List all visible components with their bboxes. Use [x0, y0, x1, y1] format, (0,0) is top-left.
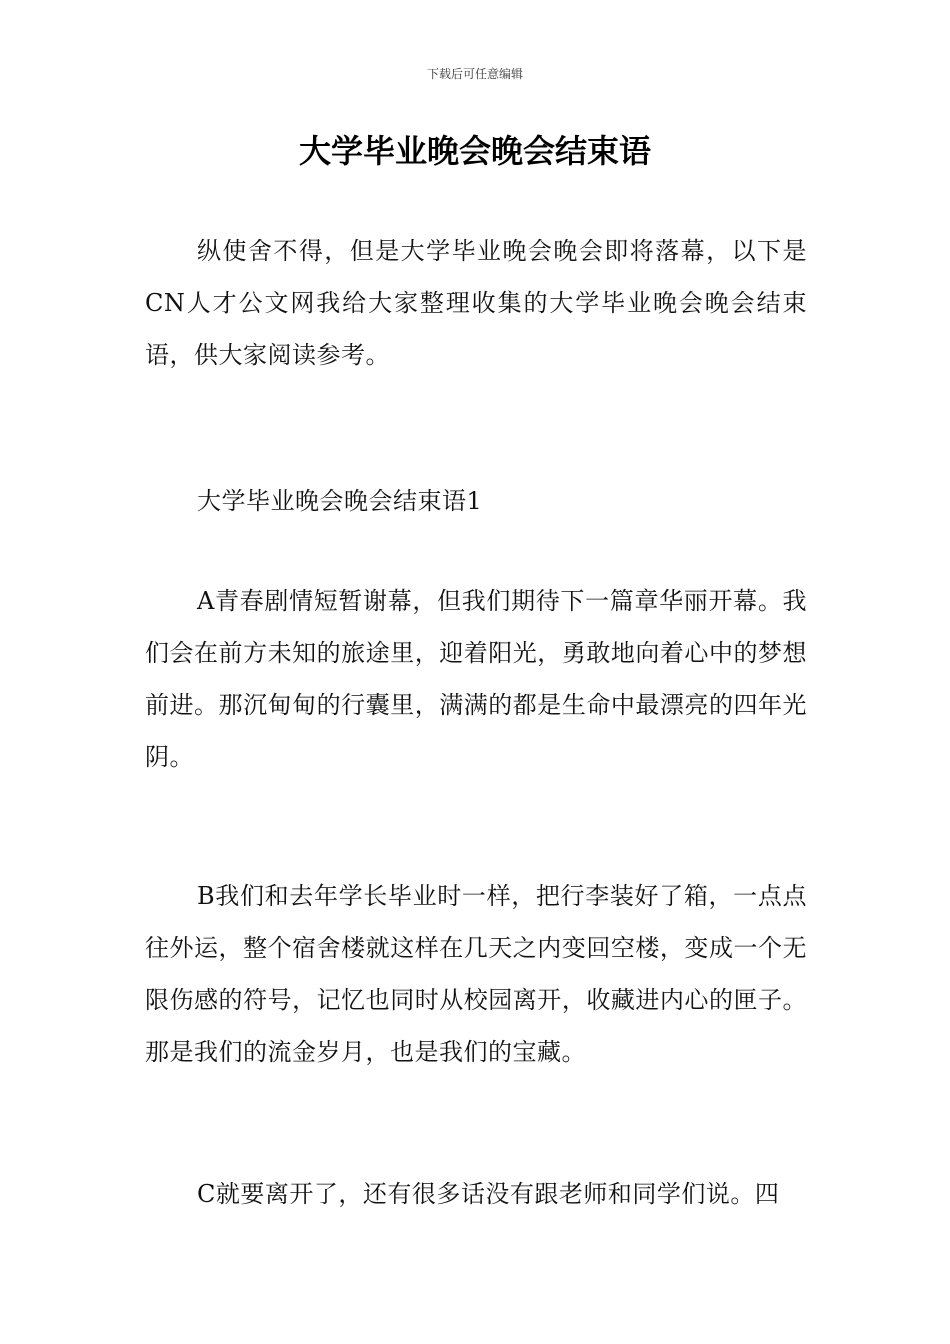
- document-title: 大学毕业晚会晚会结束语: [298, 132, 651, 170]
- paragraph-a: A青春剧情短暂谢幕，但我们期待下一篇章华丽开幕。我们会在前方未知的旅途里，迎着阳光，勇敢地向着心中的梦想前进。那沉甸甸的行囊里，满满的都是生命中最漂亮的四年光阴。: [145, 587, 807, 771]
- section-heading: 大学毕业晚会晚会结束语1: [197, 487, 483, 515]
- header-note: 下载后可任意编辑: [426, 67, 523, 81]
- paragraph-c: C就要离开了，还有很多话没有跟老师和同学们说。四: [197, 1180, 780, 1208]
- paragraph-b: B我们和去年学长毕业时一样，把行李装好了箱，一点点往外运，整个宿舍楼就这样在几天之内变回空楼，变成一个无限伤感的符号，记忆也同时从校园离开，收藏进内心的匣子。那是我们的流金岁月，也是我们的宝藏。: [145, 882, 807, 1066]
- intro-paragraph: 纵使舍不得，但是大学毕业晚会晚会即将落幕，以下是CN人才公文网我给大家整理收集的大学毕业晚会晚会结束语，供大家阅读参考。: [145, 237, 807, 369]
